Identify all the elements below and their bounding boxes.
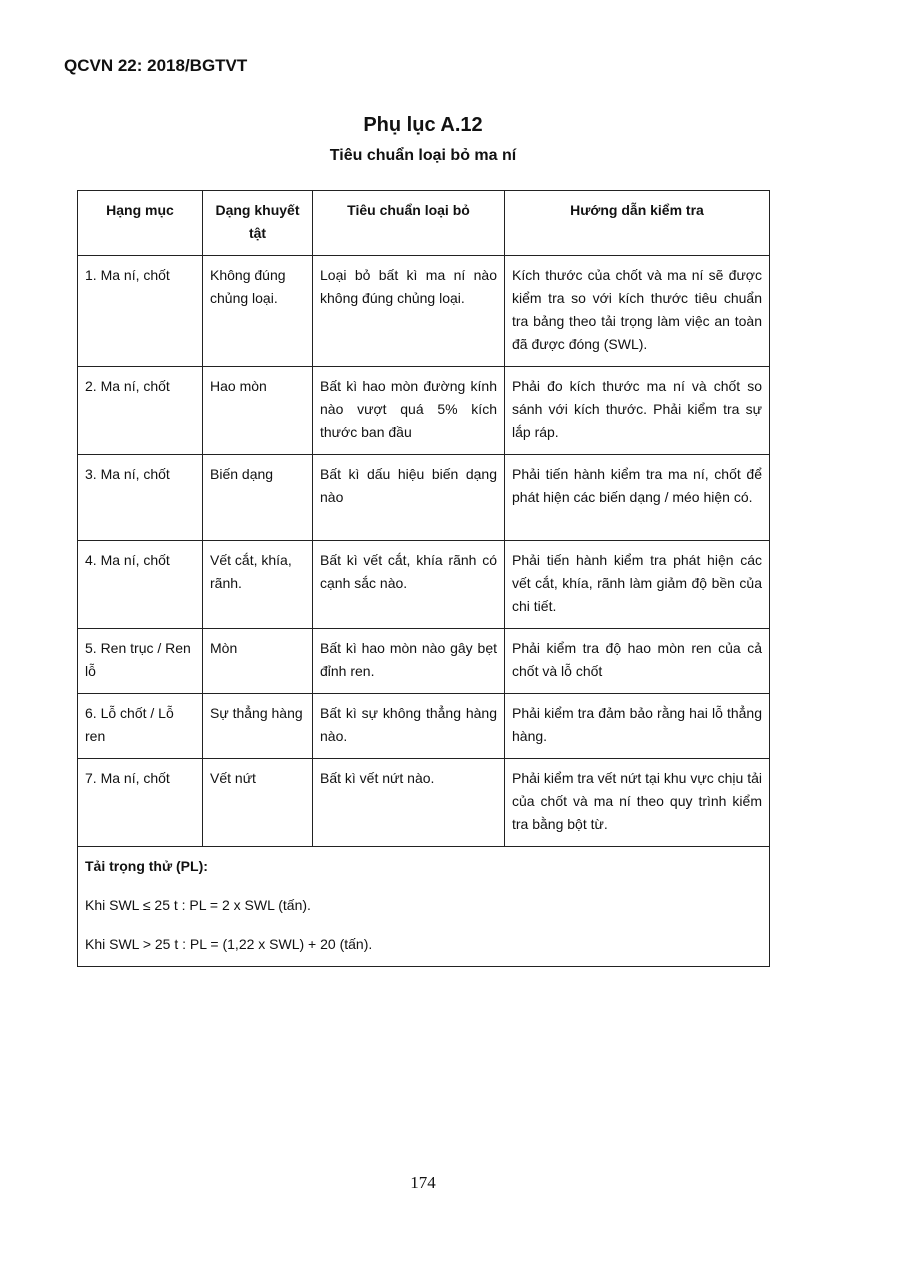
cell-criterion: Loại bỏ bất kì ma ní nào không đúng chủng loại. [313,256,505,367]
cell-guidance: Kích thước của chốt và ma ní sẽ được kiểm tra so với kích thước tiêu chuẩn tra bảng theo tải trọng làm việc an toàn đã được đóng (SWL). [505,256,770,367]
cell-guidance: Phải tiến hành kiểm tra ma ní, chốt để phát hiện các biến dạng / méo hiện có. [505,455,770,541]
cell-criterion: Bất kì hao mòn đường kính nào vượt quá 5% kích thước ban đầu [313,367,505,455]
cell-item: 1. Ma ní, chốt [78,256,203,367]
cell-defect: Mòn [203,629,313,694]
appendix-title: Phụ lục A.12 [363,114,483,136]
document-code: QCVN 22: 2018/BGTVT [64,56,248,75]
cell-guidance: Phải kiểm tra độ hao mòn ren của cả chốt và lỗ chốt [505,629,770,694]
table-row [78,256,770,367]
column-header-defect: Dạng khuyết tật [203,191,313,256]
cell-item: 5. Ren trục / Ren lỗ [78,629,203,694]
cell-item: 6. Lỗ chốt / Lỗ ren [78,694,203,759]
cell-item: 7. Ma ní, chốt [78,759,203,847]
column-header-item: Hạng mục [78,191,203,256]
page-number: 174 [410,1173,436,1192]
cell-criterion: Bất kì hao mòn nào gây bẹt đỉnh ren. [313,629,505,694]
cell-item: 3. Ma ní, chốt [78,455,203,541]
cell-guidance: Phải kiểm tra vết nứt tại khu vực chịu tải của chốt và ma ní theo quy trình kiểm tra bằng bột từ. [505,759,770,847]
table-row [78,455,770,541]
cell-guidance: Phải tiến hành kiểm tra phát hiện các vết cắt, khía, rãnh làm giảm độ bền của chi tiết. [505,541,770,629]
cell-criterion: Bất kì sự không thẳng hàng nào. [313,694,505,759]
table-row [78,759,770,847]
table-row [78,367,770,455]
table-header-row [78,191,770,256]
cell-defect: Vết nứt [203,759,313,847]
cell-criterion: Bất kì vết nứt nào. [313,759,505,847]
note-line: Khi SWL ≤ 25 t : PL = 2 x SWL (tấn). [85,897,311,913]
appendix-subtitle: Tiêu chuẩn loại bỏ ma ní [329,147,517,164]
rejection-criteria-table [77,190,770,967]
table-row [78,541,770,629]
cell-defect: Vết cắt, khía, rãnh. [203,541,313,629]
cell-defect: Biến dạng [203,455,313,541]
cell-item: 4. Ma ní, chốt [78,541,203,629]
cell-guidance: Phải kiểm tra đảm bảo rằng hai lỗ thẳng hàng. [505,694,770,759]
note-title: Tải trọng thử (PL): [85,858,208,874]
table-row [78,694,770,759]
cell-guidance: Phải đo kích thước ma ní và chốt so sánh với kích thước. Phải kiểm tra sự lắp ráp. [505,367,770,455]
note-line: Khi SWL > 25 t : PL = (1,22 x SWL) + 20 (tấn). [85,936,373,952]
column-header-criterion: Tiêu chuẩn loại bỏ [313,191,505,256]
test-load-note [78,847,770,967]
column-header-guidance: Hướng dẫn kiểm tra [505,191,770,256]
cell-criterion: Bất kì dấu hiệu biến dạng nào [313,455,505,541]
table-row [78,629,770,694]
cell-item: 2. Ma ní, chốt [78,367,203,455]
cell-criterion: Bất kì vết cắt, khía rãnh có cạnh sắc nào. [313,541,505,629]
test-load-note-row [78,847,770,967]
cell-defect: Không đúng chủng loại. [203,256,313,367]
cell-defect: Hao mòn [203,367,313,455]
cell-defect: Sự thẳng hàng [203,694,313,759]
